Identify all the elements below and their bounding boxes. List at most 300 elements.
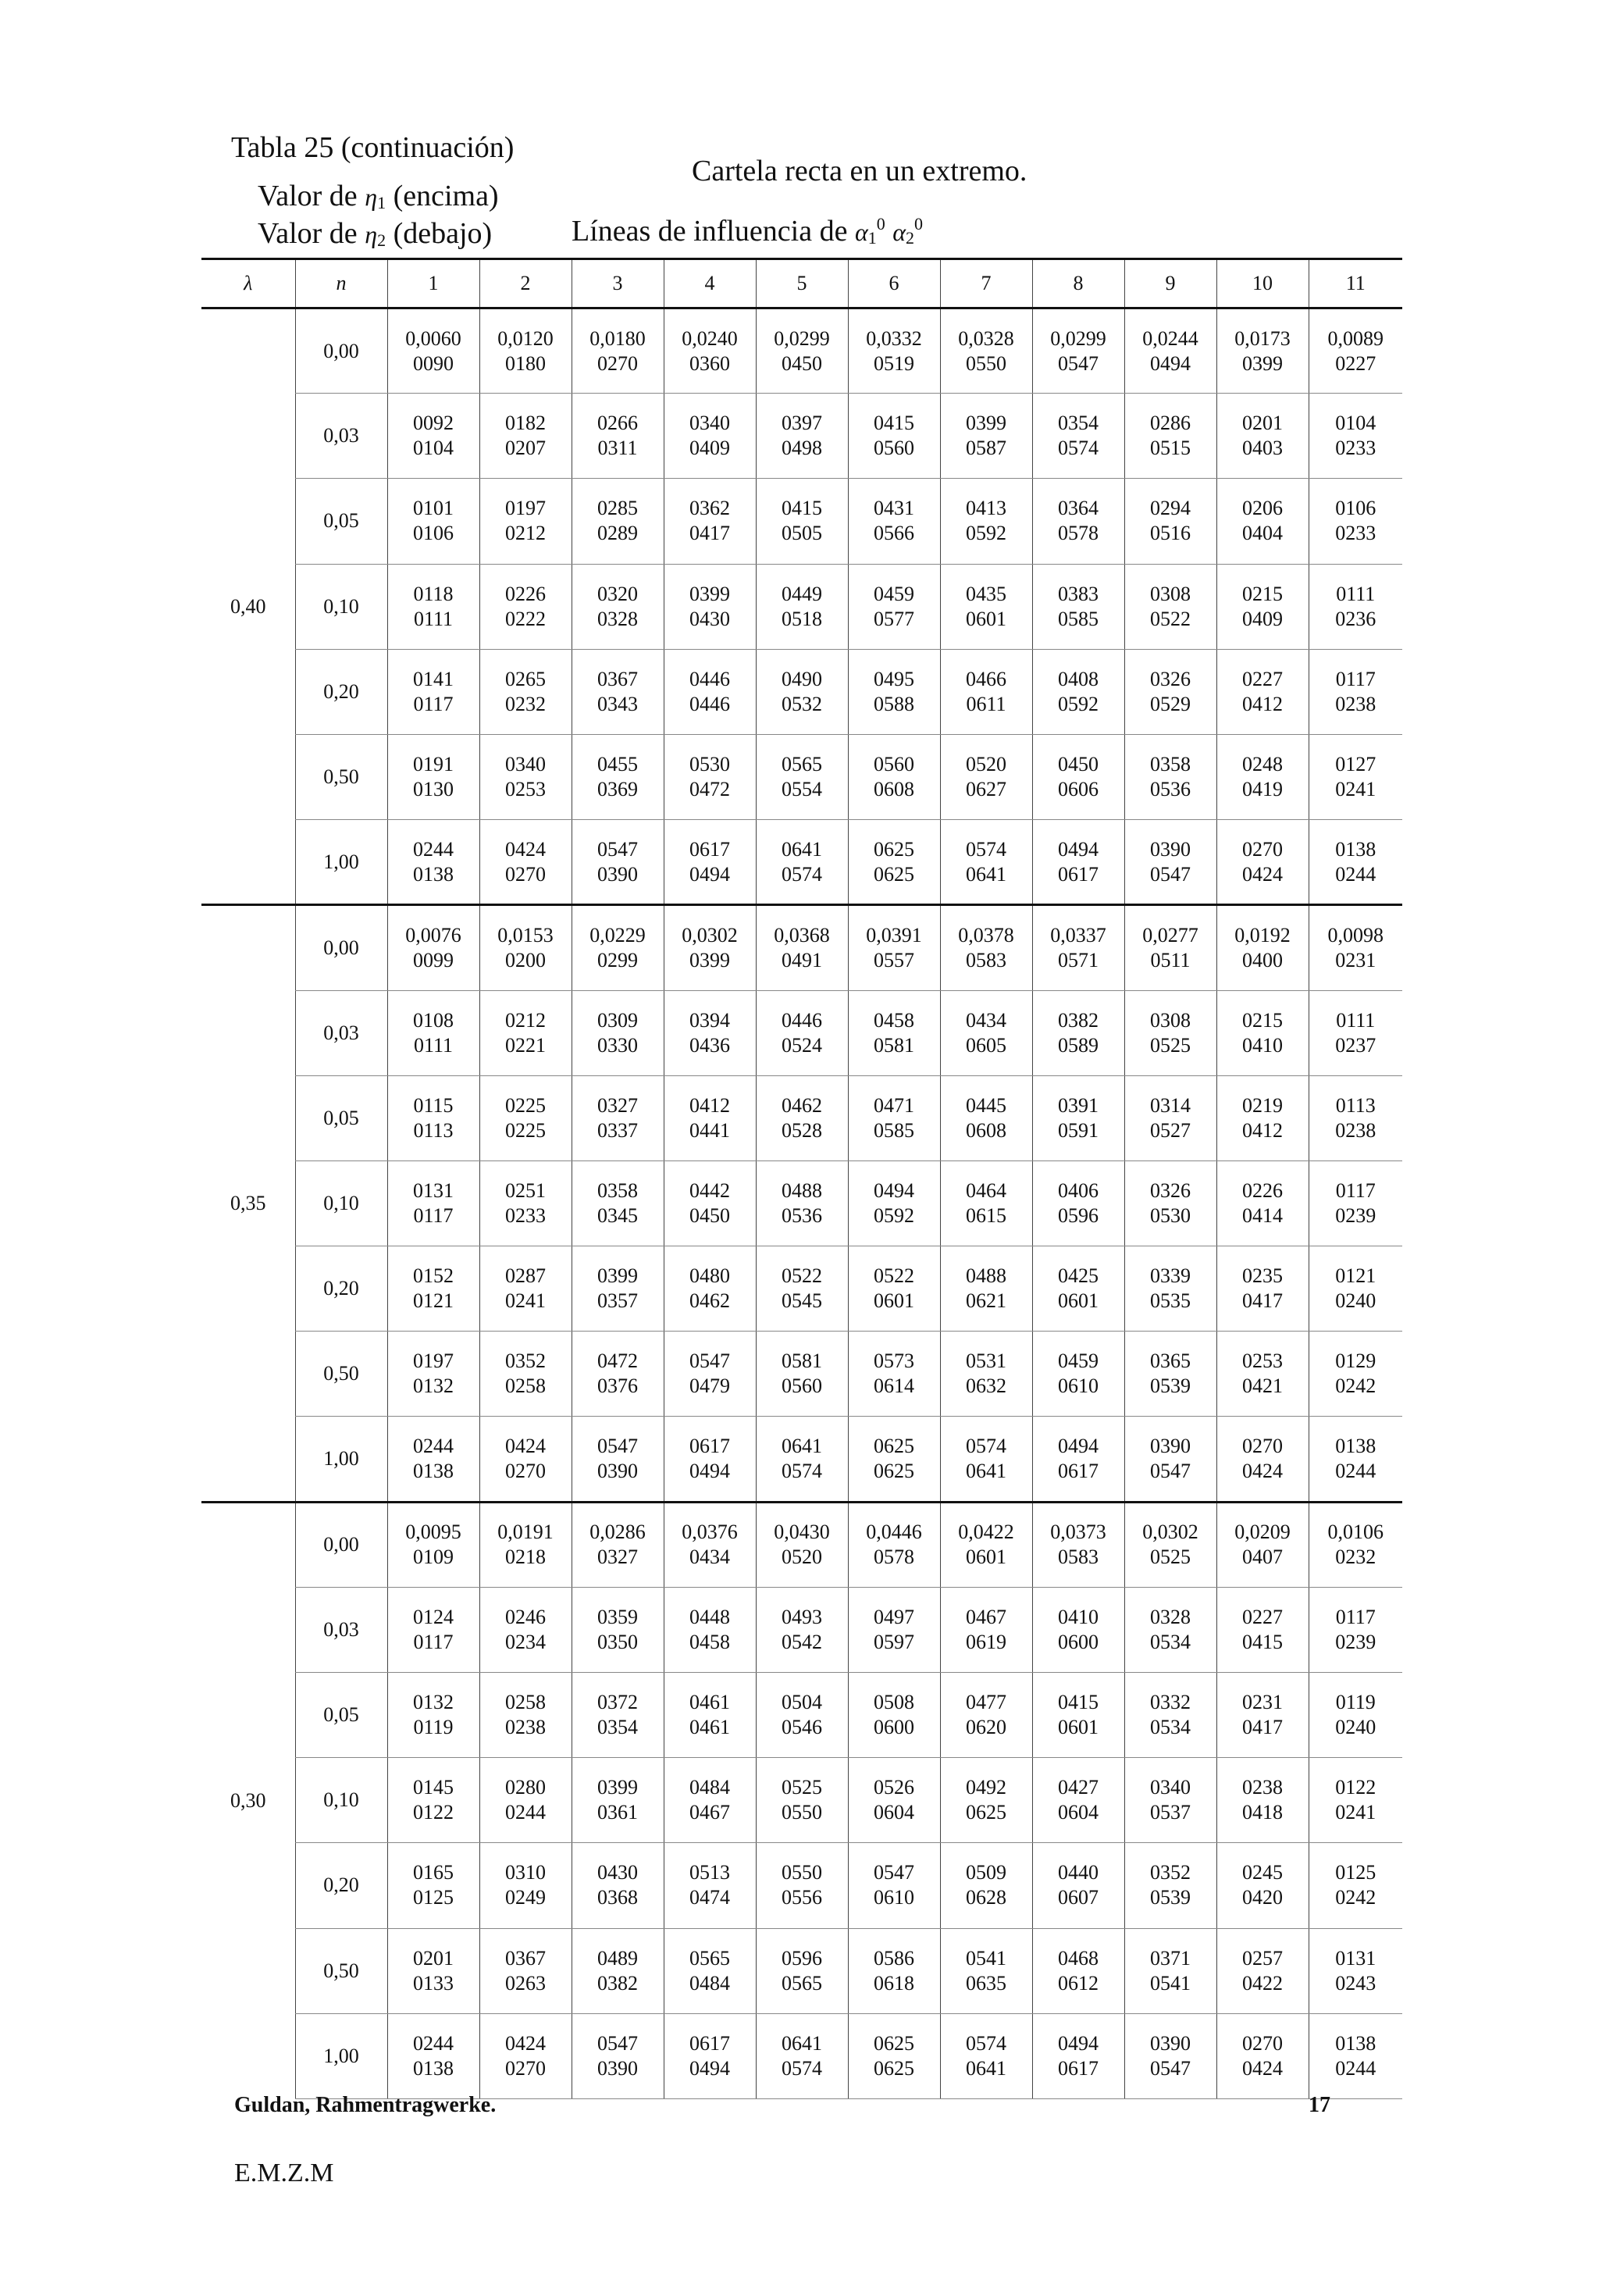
eta1-value: 0145 xyxy=(413,1776,454,1799)
eta2-value: 0560 xyxy=(874,437,914,460)
eta2-value: 0529 xyxy=(1150,692,1191,715)
eta2-value: 0592 xyxy=(966,522,1006,545)
eta1-value: 0625 xyxy=(874,837,914,861)
eta1-value: 0415 xyxy=(874,412,914,435)
value-cell xyxy=(1309,649,1402,734)
value-cell xyxy=(1216,1160,1309,1246)
eta1-value: 0266 xyxy=(597,412,638,435)
n-value: 0,50 xyxy=(295,1332,387,1417)
eta1-value: 0494 xyxy=(1058,2031,1099,2055)
value-cell xyxy=(572,1075,664,1160)
eta2-value: 0111 xyxy=(413,607,454,630)
column-header-1: 1 xyxy=(387,259,479,308)
value-cell xyxy=(848,1843,940,1928)
eta2-value: 0337 xyxy=(597,1118,638,1142)
value-cell xyxy=(756,1758,848,1843)
value-cell xyxy=(1216,990,1309,1075)
value-cell xyxy=(848,990,940,1075)
eta2-value: 0207 xyxy=(505,437,546,460)
value-cell xyxy=(1032,905,1124,990)
eta2-prefix: Valor de xyxy=(258,217,358,250)
value-cell xyxy=(1032,1843,1124,1928)
n-value: 0,10 xyxy=(295,564,387,649)
eta1-value: 0235 xyxy=(1242,1264,1283,1288)
eta2-value: 0409 xyxy=(689,437,730,460)
eta1-value: 0332 xyxy=(1150,1691,1191,1714)
eta2-value: 0376 xyxy=(597,1374,638,1398)
value-cell xyxy=(572,2013,664,2098)
eta1-value: 0390 xyxy=(1150,2031,1191,2055)
lambda-value: 0,35 xyxy=(201,905,295,1502)
eta1-value: 0115 xyxy=(413,1093,454,1117)
value-cell xyxy=(1124,1075,1216,1160)
eta2-value: 0241 xyxy=(1335,778,1376,801)
eta2-value: 0231 xyxy=(1335,948,1376,972)
eta1-value: 0245 xyxy=(1242,1861,1283,1884)
value-cell xyxy=(1032,2013,1124,2098)
table-row xyxy=(201,1673,1402,1758)
table-row xyxy=(201,1843,1402,1928)
eta1-value: 0,0328 xyxy=(958,326,1014,350)
eta2-value: 0601 xyxy=(874,1289,914,1313)
value-cell xyxy=(1032,990,1124,1075)
eta2-value: 0407 xyxy=(1242,1546,1283,1569)
value-cell xyxy=(479,1332,572,1417)
eta1-value: 0480 xyxy=(689,1264,730,1288)
eta2-value: 0106 xyxy=(413,522,454,545)
eta2-value: 0239 xyxy=(1335,1630,1376,1653)
eta1-value: 0270 xyxy=(1242,1435,1283,1458)
n-value: 0,10 xyxy=(295,1758,387,1843)
eta2-value: 0641 xyxy=(966,862,1006,886)
value-cell xyxy=(940,2013,1032,2098)
eta2-value: 0574 xyxy=(782,2056,822,2080)
value-cell xyxy=(1216,905,1309,990)
eta1-value: 0,0192 xyxy=(1234,923,1291,947)
eta2-value: 0617 xyxy=(1058,1460,1099,1483)
value-cell xyxy=(756,990,848,1075)
value-cell xyxy=(756,394,848,479)
eta1-value: 0550 xyxy=(782,1861,822,1884)
eta2-value: 0403 xyxy=(1242,437,1283,460)
eta1-value: 0408 xyxy=(1058,667,1099,690)
eta1-value: 0104 xyxy=(1335,412,1376,435)
eta1-value: 0111 xyxy=(1336,1008,1376,1032)
value-cell xyxy=(1309,1502,1402,1587)
value-cell xyxy=(1216,1758,1309,1843)
eta1-value: 0244 xyxy=(413,837,454,861)
value-cell xyxy=(940,1502,1032,1587)
eta1-value: 0390 xyxy=(1150,837,1191,861)
eta1-value: 0508 xyxy=(874,1691,914,1714)
n-value: 0,03 xyxy=(295,990,387,1075)
eta2-value: 0605 xyxy=(966,1033,1006,1057)
eta1-value: 0525 xyxy=(782,1776,822,1799)
eta2-value: 0556 xyxy=(782,1886,822,1909)
eta1-value: 0,0209 xyxy=(1234,1521,1291,1544)
value-cell xyxy=(664,479,756,564)
eta2-value: 0418 xyxy=(1242,1801,1283,1824)
eta2-value: 0244 xyxy=(505,1801,546,1824)
value-cell xyxy=(1216,394,1309,479)
eta2-value: 0382 xyxy=(597,1971,638,1995)
eta2-value: 0525 xyxy=(1150,1546,1191,1569)
eta1-value: 0477 xyxy=(966,1691,1006,1714)
eta2-value: 0537 xyxy=(1150,1801,1191,1824)
eta2-value: 0424 xyxy=(1242,2056,1283,2080)
value-cell xyxy=(479,1502,572,1587)
eta2-value: 0596 xyxy=(1058,1203,1099,1227)
eta1-value: 0219 xyxy=(1242,1093,1283,1117)
eta1-value: 0410 xyxy=(1058,1605,1099,1628)
n-value: 0,00 xyxy=(295,308,387,394)
n-value: 0,50 xyxy=(295,1928,387,2013)
value-cell xyxy=(848,479,940,564)
eta2-value: 0494 xyxy=(689,862,730,886)
eta1-value: 0138 xyxy=(1335,2031,1376,2055)
eta1-value: 0490 xyxy=(782,667,822,690)
eta2-value: 0424 xyxy=(1242,862,1283,886)
value-cell xyxy=(848,394,940,479)
eta2-value: 0532 xyxy=(782,692,822,715)
eta2-value: 0270 xyxy=(597,351,638,375)
value-cell xyxy=(1216,1587,1309,1672)
value-cell xyxy=(387,564,479,649)
eta1-value: 0547 xyxy=(597,837,638,861)
eta1-value: 0459 xyxy=(874,582,914,605)
eta2-value: 0511 xyxy=(1150,948,1191,972)
eta1-value: 0,0076 xyxy=(405,923,461,947)
eta2-value: 0328 xyxy=(597,607,638,630)
eta2-value: 0583 xyxy=(1058,1546,1099,1569)
eta2-value: 0227 xyxy=(1335,351,1376,375)
eta2-value: 0368 xyxy=(597,1886,638,1909)
eta2-value: 0090 xyxy=(413,351,454,375)
table-row xyxy=(201,1160,1402,1246)
eta1-value: 0320 xyxy=(597,582,638,605)
value-cell xyxy=(848,564,940,649)
eta2-value: 0610 xyxy=(1058,1374,1099,1398)
eta1-value: 0201 xyxy=(1242,412,1283,435)
eta2-value: 0547 xyxy=(1150,862,1191,886)
eta2-value: 0479 xyxy=(689,1374,730,1398)
eta1-value: 0413 xyxy=(966,497,1006,520)
value-cell xyxy=(387,1075,479,1160)
eta1-subscript: 1 xyxy=(377,193,386,212)
table-title: Tabla 25 (continuación) xyxy=(231,131,515,164)
eta2-value: 0354 xyxy=(597,1716,638,1739)
eta2-value: 0238 xyxy=(1335,1118,1376,1142)
eta1-value: 0182 xyxy=(505,412,546,435)
value-cell xyxy=(479,1673,572,1758)
eta1-value: 0424 xyxy=(505,837,546,861)
eta1-value: 0314 xyxy=(1150,1093,1191,1117)
eta2-value: 0458 xyxy=(689,1630,730,1653)
eta1-value: 0132 xyxy=(413,1691,454,1714)
value-cell xyxy=(1124,394,1216,479)
eta1-value: 0446 xyxy=(782,1008,822,1032)
eta2-value: 0232 xyxy=(1335,1546,1376,1569)
eta1-value: 0547 xyxy=(874,1861,914,1884)
value-cell xyxy=(940,1673,1032,1758)
eta2-value: 0641 xyxy=(966,2056,1006,2080)
eta2-value: 0494 xyxy=(1150,351,1191,375)
eta1-value: 0431 xyxy=(874,497,914,520)
value-cell xyxy=(1309,1928,1402,2013)
eta1-value: 0117 xyxy=(1335,1178,1376,1202)
eta2-value: 0244 xyxy=(1335,2056,1376,2080)
value-cell xyxy=(479,479,572,564)
eta1-value: 0226 xyxy=(1242,1178,1283,1202)
eta1-value: 0244 xyxy=(413,1435,454,1458)
value-cell xyxy=(387,990,479,1075)
eta2-value: 0627 xyxy=(966,778,1006,801)
value-cell xyxy=(1309,1843,1402,1928)
eta1-value: 0464 xyxy=(966,1178,1006,1202)
n-value: 0,50 xyxy=(295,734,387,819)
value-cell xyxy=(479,649,572,734)
eta2-value: 0234 xyxy=(505,1630,546,1653)
alpha2-subscript: 2 xyxy=(906,228,915,248)
eta1-value: 0191 xyxy=(413,753,454,776)
value-cell xyxy=(664,1246,756,1332)
eta2-value: 0218 xyxy=(505,1546,546,1569)
eta1-value: 0,0180 xyxy=(589,326,646,350)
eta2-value: 0625 xyxy=(966,1801,1006,1824)
value-cell xyxy=(1124,649,1216,734)
eta2-value: 0606 xyxy=(1058,778,1099,801)
value-cell xyxy=(1124,1843,1216,1928)
eta2-value: 0560 xyxy=(782,1374,822,1398)
eta2-value: 0258 xyxy=(505,1374,546,1398)
eta1-value: 0,0286 xyxy=(589,1521,646,1544)
value-cell xyxy=(940,1587,1032,1672)
value-cell xyxy=(1216,1332,1309,1417)
value-cell xyxy=(572,1246,664,1332)
value-cell xyxy=(479,1075,572,1160)
value-cell xyxy=(479,308,572,394)
value-cell xyxy=(664,1332,756,1417)
eta2-value: 0461 xyxy=(689,1716,730,1739)
table-row xyxy=(201,1246,1402,1332)
eta1-value: 0484 xyxy=(689,1776,730,1799)
eta1-value: 0367 xyxy=(505,1946,546,1970)
value-cell xyxy=(1124,820,1216,905)
value-cell xyxy=(572,1673,664,1758)
eta2-value: 0467 xyxy=(689,1801,730,1824)
eta1-value: 0131 xyxy=(413,1178,454,1202)
value-cell xyxy=(1032,394,1124,479)
eta2-value: 0113 xyxy=(413,1118,454,1142)
value-cell xyxy=(1124,905,1216,990)
eta1-value: 0309 xyxy=(597,1008,638,1032)
value-cell xyxy=(940,649,1032,734)
eta2-value: 0369 xyxy=(597,778,638,801)
value-cell xyxy=(387,1332,479,1417)
value-cell xyxy=(664,1417,756,1502)
value-cell xyxy=(1124,1502,1216,1587)
eta1-value: 0270 xyxy=(1242,837,1283,861)
eta1-value: 0364 xyxy=(1058,497,1099,520)
eta2-value: 0591 xyxy=(1058,1118,1099,1142)
value-cell xyxy=(940,564,1032,649)
value-cell xyxy=(664,564,756,649)
eta2-value: 0225 xyxy=(505,1118,546,1142)
eta1-value: 0399 xyxy=(689,582,730,605)
value-cell xyxy=(664,2013,756,2098)
value-cell xyxy=(1216,308,1309,394)
value-cell xyxy=(848,905,940,990)
eta2-value: 0587 xyxy=(966,437,1006,460)
eta2-value: 0574 xyxy=(782,1460,822,1483)
value-cell xyxy=(1032,1758,1124,1843)
eta1-value: 0326 xyxy=(1150,1178,1191,1202)
eta1-value: 0118 xyxy=(413,582,454,605)
eta2-value: 0244 xyxy=(1335,1460,1376,1483)
eta1-value: 0365 xyxy=(1150,1349,1191,1373)
value-cell xyxy=(940,820,1032,905)
eta1-value: 0586 xyxy=(874,1946,914,1970)
value-cell xyxy=(1124,1332,1216,1417)
value-cell xyxy=(1216,1417,1309,1502)
eta2-value: 0635 xyxy=(966,1971,1006,1995)
page-number: 17 xyxy=(1309,2093,1330,2117)
n-value: 0,05 xyxy=(295,479,387,564)
eta1-value: 0265 xyxy=(505,667,546,690)
eta1-value: 0625 xyxy=(874,1435,914,1458)
eta2-value: 0610 xyxy=(874,1886,914,1909)
value-cell xyxy=(1309,1246,1402,1332)
eta2-value: 0615 xyxy=(966,1203,1006,1227)
value-cell xyxy=(1216,1075,1309,1160)
value-cell xyxy=(479,1587,572,1672)
eta2-value: 0566 xyxy=(874,522,914,545)
eta1-value: 0489 xyxy=(597,1946,638,1970)
eta2-value: 0601 xyxy=(966,1546,1006,1569)
eta1-value: 0547 xyxy=(689,1349,730,1373)
eta2-value: 0221 xyxy=(505,1033,546,1057)
value-cell xyxy=(387,1502,479,1587)
eta1-value: 0434 xyxy=(966,1008,1006,1032)
table-row xyxy=(201,1417,1402,1502)
value-cell xyxy=(940,1332,1032,1417)
value-cell xyxy=(1032,820,1124,905)
alpha1-symbol: α xyxy=(854,218,868,246)
value-cell xyxy=(1032,1673,1124,1758)
eta1-value: 0430 xyxy=(597,1861,638,1884)
eta2-value: 0617 xyxy=(1058,2056,1099,2080)
eta1-value: 0399 xyxy=(597,1776,638,1799)
eta2-caption xyxy=(258,219,492,249)
eta2-value: 0515 xyxy=(1150,437,1191,460)
eta2-value: 0612 xyxy=(1058,1971,1099,1995)
eta1-value: 0,0299 xyxy=(774,326,830,350)
eta1-value: 0244 xyxy=(413,2031,454,2055)
eta2-value: 0600 xyxy=(1058,1630,1099,1653)
eta2-value: 0420 xyxy=(1242,1886,1283,1909)
eta2-value: 0117 xyxy=(413,1630,454,1653)
eta2-value: 0242 xyxy=(1335,1374,1376,1398)
eta1-value: 0225 xyxy=(505,1093,546,1117)
value-cell xyxy=(940,1160,1032,1246)
eta2-value: 0474 xyxy=(689,1886,730,1909)
eta2-value: 0528 xyxy=(782,1118,822,1142)
eta2-value: 0450 xyxy=(689,1203,730,1227)
eta1-value: 0339 xyxy=(1150,1264,1191,1288)
eta1-value: 0246 xyxy=(505,1605,546,1628)
value-cell xyxy=(756,649,848,734)
eta1-value: 0488 xyxy=(782,1178,822,1202)
eta1-value: 0641 xyxy=(782,2031,822,2055)
eta2-value: 0491 xyxy=(782,948,822,972)
eta2-value: 0138 xyxy=(413,1460,454,1483)
eta2-value: 0343 xyxy=(597,692,638,715)
eta2-value: 0541 xyxy=(1150,1971,1191,1995)
eta2-value: 0410 xyxy=(1242,1033,1283,1057)
eta1-value: 0371 xyxy=(1150,1946,1191,1970)
value-cell xyxy=(664,1502,756,1587)
value-cell xyxy=(1309,990,1402,1075)
eta1-value: 0226 xyxy=(505,582,546,605)
eta1-value: 0,0376 xyxy=(682,1521,738,1544)
eta1-value: 0253 xyxy=(1242,1349,1283,1373)
eta2-value: 0138 xyxy=(413,2056,454,2080)
eta2-value: 0400 xyxy=(1242,948,1283,972)
eta1-value: 0280 xyxy=(505,1776,546,1799)
eta1-value: 0383 xyxy=(1058,582,1099,605)
value-cell xyxy=(756,1587,848,1672)
eta1-value: 0448 xyxy=(689,1605,730,1628)
eta1-value: 0,0060 xyxy=(405,326,461,350)
value-cell xyxy=(756,1843,848,1928)
n-value: 1,00 xyxy=(295,2013,387,2098)
eta1-value: 0138 xyxy=(1335,1435,1376,1458)
value-cell xyxy=(1124,1246,1216,1332)
eta2-value: 0527 xyxy=(1150,1118,1191,1142)
n-value: 0,10 xyxy=(295,1160,387,1246)
eta1-value: 0415 xyxy=(782,497,822,520)
column-header-lambda: λ xyxy=(201,259,295,308)
eta2-value: 0345 xyxy=(597,1203,638,1227)
value-cell xyxy=(572,1332,664,1417)
eta2-value: 0233 xyxy=(1335,522,1376,545)
value-cell xyxy=(940,308,1032,394)
value-cell xyxy=(479,990,572,1075)
value-cell xyxy=(664,990,756,1075)
column-header-10: 10 xyxy=(1216,259,1309,308)
eta2-value: 0608 xyxy=(966,1118,1006,1142)
n-value: 0,03 xyxy=(295,1587,387,1672)
eta1-value: 0530 xyxy=(689,753,730,776)
eta2-value: 0604 xyxy=(1058,1801,1099,1824)
eta1-value: 0294 xyxy=(1150,497,1191,520)
eta1-value: 0340 xyxy=(505,753,546,776)
eta1-value: 0574 xyxy=(966,1435,1006,1458)
eta1-value: 0,0098 xyxy=(1327,923,1384,947)
eta1-value: 0257 xyxy=(1242,1946,1283,1970)
eta1-value: 0495 xyxy=(874,667,914,690)
eta2-value: 0462 xyxy=(689,1289,730,1313)
eta1-value: 0596 xyxy=(782,1946,822,1970)
n-value: 1,00 xyxy=(295,1417,387,1502)
n-value: 0,03 xyxy=(295,394,387,479)
n-value: 0,00 xyxy=(295,1502,387,1587)
eta2-value: 0505 xyxy=(782,522,822,545)
eta1-value: 0641 xyxy=(782,1435,822,1458)
eta1-value: 0,0277 xyxy=(1142,923,1198,947)
eta2-value: 0641 xyxy=(966,1460,1006,1483)
eta1-value: 0382 xyxy=(1058,1008,1099,1032)
